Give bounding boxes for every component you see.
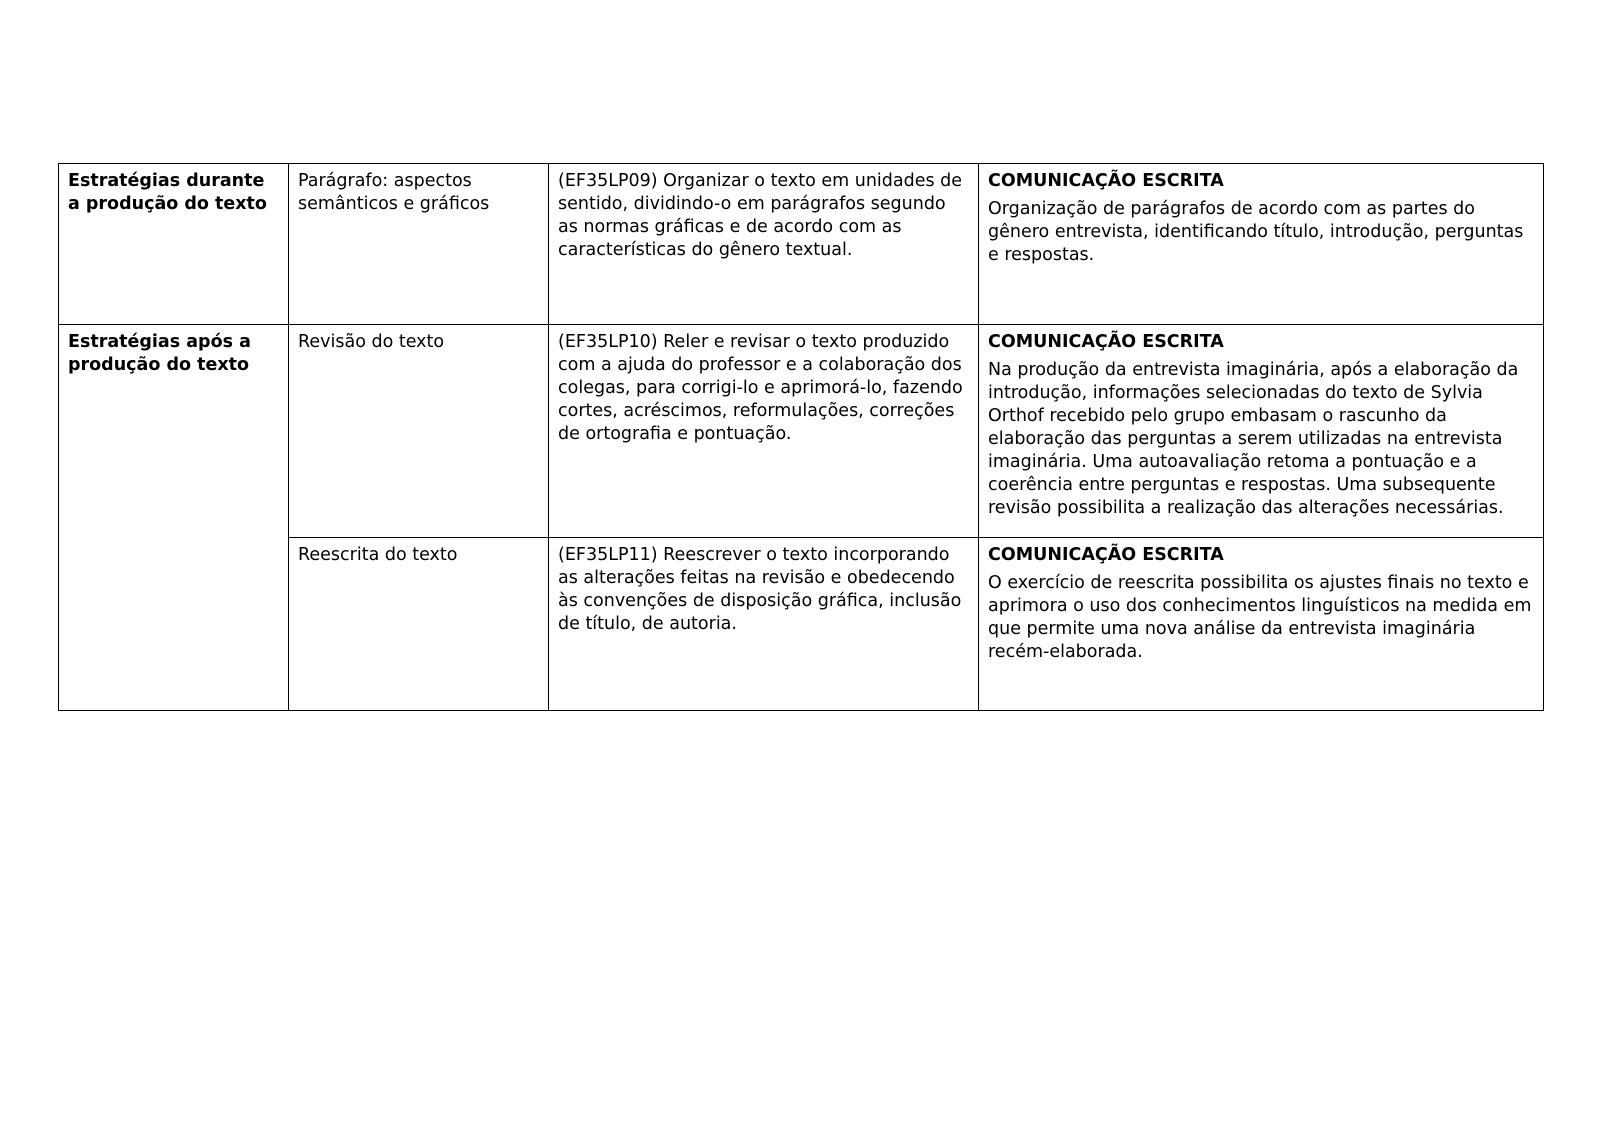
skill-text: (EF35LP09) Organizar o texto em unidades de sentido, dividindo-o em parágrafos segundo as normas gráficas e de acordo com as características do gênero textual. — [558, 171, 963, 260]
axis-text: Na produção da entrevista imaginária, após a elaboração da introdução, informações selecionadas do texto de Sylvia Orthof recebido pelo grupo embasam o rascunho da elaboração das perguntas a serem utilizadas na entrevista imaginária. Uma autoavaliação retoma a pontuação e a coerência entre perguntas e respostas. Uma subsequente revisão possibilita a realização das alterações necessárias. — [988, 360, 1519, 518]
table-row — [59, 164, 1544, 325]
knowledge-object: Revisão do texto — [298, 332, 445, 352]
skill-cell — [549, 538, 979, 711]
axis-text: O exercício de reescrita possibilita os ajustes finais no texto e aprimora o uso dos conhecimentos linguísticos na medida em que permite uma nova análise da entrevista imaginária recém-elaborada. — [988, 573, 1532, 662]
skill-text: (EF35LP11) Reescrever o texto incorporando as alterações feitas na revisão e obedecendo às convenções de disposição gráfica, inclusão de título, de autoria. — [558, 545, 962, 634]
axis-cell — [979, 325, 1544, 538]
axis-cell — [979, 164, 1544, 325]
curriculum-table — [58, 163, 1544, 711]
axis-heading: COMUNICAÇÃO ESCRITA — [988, 171, 1224, 191]
axis-text: Organização de parágrafos de acordo com as partes do gênero entrevista, identificando título, introdução, perguntas e respostas. — [988, 199, 1524, 265]
strategy-label: Estratégias após a produção do texto — [68, 332, 251, 375]
strategy-label: Estratégias durante a produção do texto — [68, 171, 267, 214]
object-cell — [289, 538, 549, 711]
axis-heading: COMUNICAÇÃO ESCRITA — [988, 332, 1224, 352]
skill-text: (EF35LP10) Reler e revisar o texto produzido com a ajuda do professor e a colaboração dos colegas, para corrigi-lo e aprimorá-lo, fazendo cortes, acréscimos, reformulações, correções de ortografia e pontuação. — [558, 332, 963, 444]
table-row — [59, 325, 1544, 538]
axis-heading: COMUNICAÇÃO ESCRITA — [988, 545, 1224, 565]
object-cell — [289, 164, 549, 325]
skill-cell — [549, 164, 979, 325]
strategy-cell — [59, 164, 289, 325]
skill-cell — [549, 325, 979, 538]
knowledge-object: Reescrita do texto — [298, 545, 458, 565]
strategy-cell — [59, 325, 289, 711]
object-cell — [289, 325, 549, 538]
knowledge-object: Parágrafo: aspectos semânticos e gráficos — [298, 171, 490, 214]
axis-cell — [979, 538, 1544, 711]
